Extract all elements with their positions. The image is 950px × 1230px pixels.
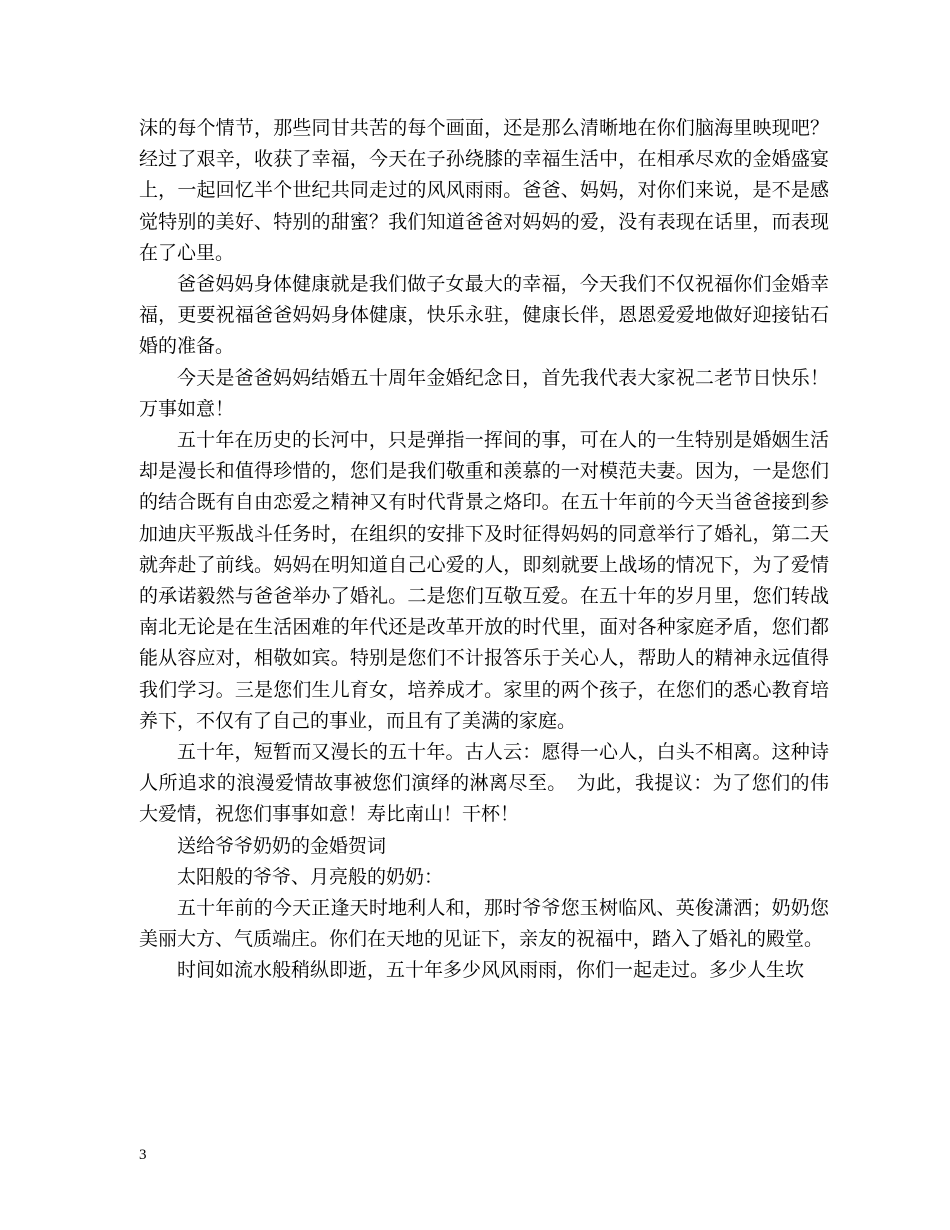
paragraph-8: 五十年前的今天正逢天时地利人和，那时爷爷您玉树临风、英俊潇洒；奶奶您美丽大方、气质端庄。你们在天地的见证下，亲友的祝福中，踏入了婚礼的殿堂。 [139,897,829,951]
salutation: 太阳般的爷爷、月亮般的奶奶： [177,865,444,888]
document-body [139,113,829,987]
paragraph-4: 五十年在历史的长河中，只是弹指一挥间的事，可在人的一生特别是婚姻生活却是漫长和值得珍惜的，您们是我们敬重和羡慕的一对模范夫妻。因为，一是您们的结合既有自由恋爱之精神又有时代背景之烙印。在五十年前的今天当爸爸接到参加迪庆平叛战斗任务时，在组织的安排下及时征得妈妈的同意举行了婚礼，第二天就奔赴了前线。妈妈在明知道自己心爱的人，即刻就要上战场的情况下，为了爱情的承诺毅然与爸爸举办了婚礼。二是您们互敬互爱。在五十年的岁月里，您们转战南北无论是在生活困难的年代还是改革开放的时代里，面对各种家庭矛盾，您们都能从容应对，相敬如宾。特别是您们不计报答乐于关心人，帮助人的精神永远值得我们学习。三是您们生儿育女，培养成才。家里的两个孩子，在您们的悉心教育培养下，不仅有了自己的事业，而且有了美满的家庭。 [139,429,829,732]
paragraph-2: 爸爸妈妈身体健康就是我们做子女最大的幸福，今天我们不仅祝福你们金婚幸福，更要祝福爸爸妈妈身体健康，快乐永驻，健康长伴，恩恩爱爱地做好迎接钻石婚的准备。 [139,273,829,358]
paragraph-5: 五十年，短暂而又漫长的五十年。古人云：愿得一心人，白头不相离。这种诗人所追求的浪漫爱情故事被您们演绎的淋离尽至。 为此，我提议：为了您们的伟大爱情，祝您们事事如意！寿比南山！干杯！ [139,741,829,826]
paragraph-1: 沫的每个情节，那些同甘共苦的每个画面，还是那么清晰地在你们脑海里映现吧？经过了艰辛，收获了幸福，今天在子孙绕膝的幸福生活中，在相承尽欢的金婚盛宴上，一起回忆半个世纪共同走过的风风雨雨。爸爸、妈妈，对你们来说，是不是感觉特别的美好、特别的甜蜜？我们知道爸爸对妈妈的爱，没有表现在话里，而表现在了心里。 [139,117,829,264]
section-heading: 送给爷爷奶奶的金婚贺词 [177,834,387,857]
page-number: 3 [139,1147,147,1163]
paragraph-9: 时间如流水般稍纵即逝，五十年多少风风雨雨，你们一起走过。多少人生坎 [177,959,805,982]
paragraph-3: 今天是爸爸妈妈结婚五十周年金婚纪念日，首先我代表大家祝二老节日快乐！万事如意！ [139,366,829,420]
